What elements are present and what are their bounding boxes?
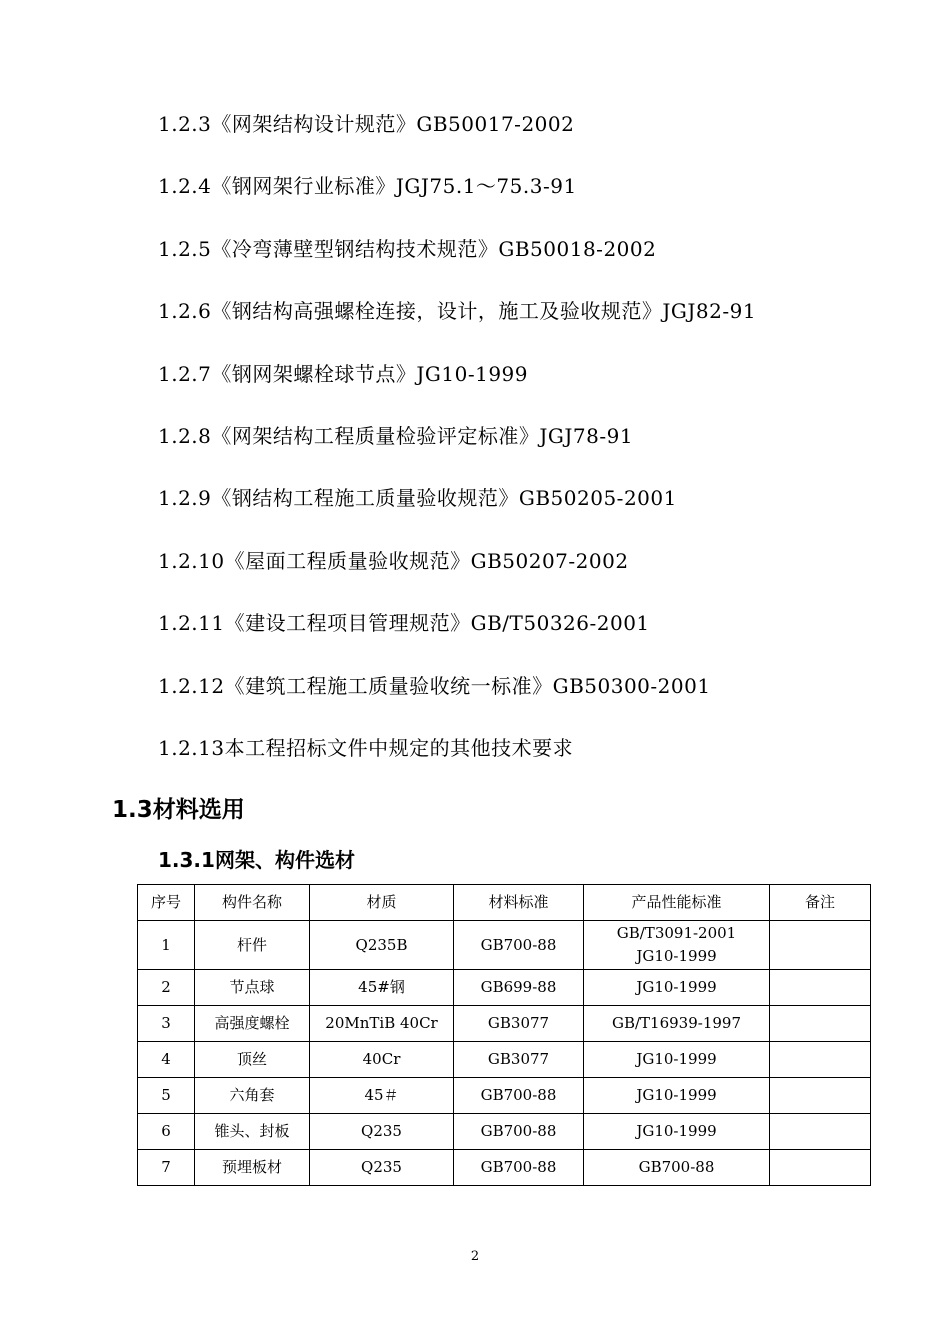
cell-material: 45#钢 — [310, 970, 454, 1006]
cell-name: 预埋板材 — [195, 1150, 310, 1186]
cell-note — [770, 921, 871, 970]
cell-material: Q235B — [310, 921, 454, 970]
reference-item: 1.2.9《钢结构工程施工质量验收规范》GB50205-2001 — [158, 486, 677, 511]
cell-material: Q235 — [310, 1114, 454, 1150]
header-cell-name: 构件名称 — [195, 885, 310, 921]
page-number: 2 — [470, 1249, 480, 1264]
cell-material: Q235 — [310, 1150, 454, 1186]
reference-item: 1.2.4《钢网架行业标准》JGJ75.1～75.3-91 — [158, 174, 577, 199]
header-cell-no: 序号 — [138, 885, 195, 921]
subsection-heading: 1.3.1网架、构件选材 — [158, 848, 355, 872]
header-cell-note: 备注 — [770, 885, 871, 921]
cell-no: 4 — [138, 1042, 195, 1078]
table-row — [138, 1150, 871, 1186]
header-cell-product-standard: 产品性能标准 — [584, 885, 770, 921]
cell-note — [770, 970, 871, 1006]
cell-note — [770, 1006, 871, 1042]
cell-material: 20MnTiB 40Cr — [310, 1006, 454, 1042]
cell-material-standard: GB700-88 — [454, 1114, 584, 1150]
reference-item: 1.2.6《钢结构高强螺栓连接，设计，施工及验收规范》JGJ82-91 — [158, 299, 757, 324]
table-row — [138, 1078, 871, 1114]
cell-product-standard: JG10-1999 — [584, 1114, 770, 1150]
table-header-row — [138, 885, 871, 921]
cell-no: 2 — [138, 970, 195, 1006]
table-row — [138, 1006, 871, 1042]
reference-item: 1.2.12《建筑工程施工质量验收统一标准》GB50300-2001 — [158, 673, 711, 698]
table-row — [138, 921, 871, 970]
cell-material-standard: GB3077 — [454, 1006, 584, 1042]
cell-note — [770, 1042, 871, 1078]
product-standard-line: JG10-1999 — [636, 947, 717, 965]
reference-item: 1.2.13本工程招标文件中规定的其他技术要求 — [158, 735, 574, 760]
cell-material: 45＃ — [310, 1078, 454, 1114]
reference-item: 1.2.3《网架结构设计规范》GB50017-2002 — [158, 112, 575, 136]
header-cell-material: 材质 — [310, 885, 454, 921]
reference-item: 1.2.5《冷弯薄壁型钢结构技术规范》GB50018-2002 — [158, 236, 657, 261]
product-standard-line: GB/T3091-2001 — [616, 924, 737, 942]
cell-note — [770, 1078, 871, 1114]
standards-reference-list — [158, 106, 756, 792]
cell-material-standard: GB700-88 — [454, 1150, 584, 1186]
cell-name: 锥头、封板 — [195, 1114, 310, 1150]
cell-product-standard: JG10-1999 — [584, 1042, 770, 1078]
cell-note — [770, 1114, 871, 1150]
cell-material: 40Cr — [310, 1042, 454, 1078]
reference-item: 1.2.8《网架结构工程质量检验评定标准》JGJ78-91 — [158, 423, 634, 448]
cell-no: 5 — [138, 1078, 195, 1114]
cell-no: 6 — [138, 1114, 195, 1150]
cell-product-standard: GB/T16939-1997 — [584, 1006, 770, 1042]
cell-product-standard: JG10-1999 — [584, 970, 770, 1006]
cell-material-standard: GB700-88 — [454, 921, 584, 970]
cell-material-standard: GB700-88 — [454, 1078, 584, 1114]
table-row — [138, 1114, 871, 1150]
cell-material-standard: GB3077 — [454, 1042, 584, 1078]
cell-product-standard: GB700-88 — [584, 1150, 770, 1186]
cell-product-standard: JG10-1999 — [584, 1078, 770, 1114]
header-cell-material-standard: 材料标准 — [454, 885, 584, 921]
cell-note — [770, 1150, 871, 1186]
section-heading: 1.3材料选用 — [112, 797, 245, 823]
reference-item: 1.2.7《钢网架螺栓球节点》JG10-1999 — [158, 361, 528, 386]
cell-no: 7 — [138, 1150, 195, 1186]
cell-name: 顶丝 — [195, 1042, 310, 1078]
cell-product-standard — [584, 921, 770, 970]
cell-name: 节点球 — [195, 970, 310, 1006]
materials-table — [137, 884, 871, 1186]
cell-name: 杆件 — [195, 921, 310, 970]
reference-item: 1.2.10《屋面工程质量验收规范》GB50207-2002 — [158, 548, 629, 573]
cell-material-standard: GB699-88 — [454, 970, 584, 1006]
cell-no: 3 — [138, 1006, 195, 1042]
reference-item: 1.2.11《建设工程项目管理规范》GB/T50326-2001 — [158, 611, 650, 636]
cell-name: 高强度螺栓 — [195, 1006, 310, 1042]
cell-no: 1 — [138, 921, 195, 970]
cell-name: 六角套 — [195, 1078, 310, 1114]
table-row — [138, 1042, 871, 1078]
table-row — [138, 970, 871, 1006]
